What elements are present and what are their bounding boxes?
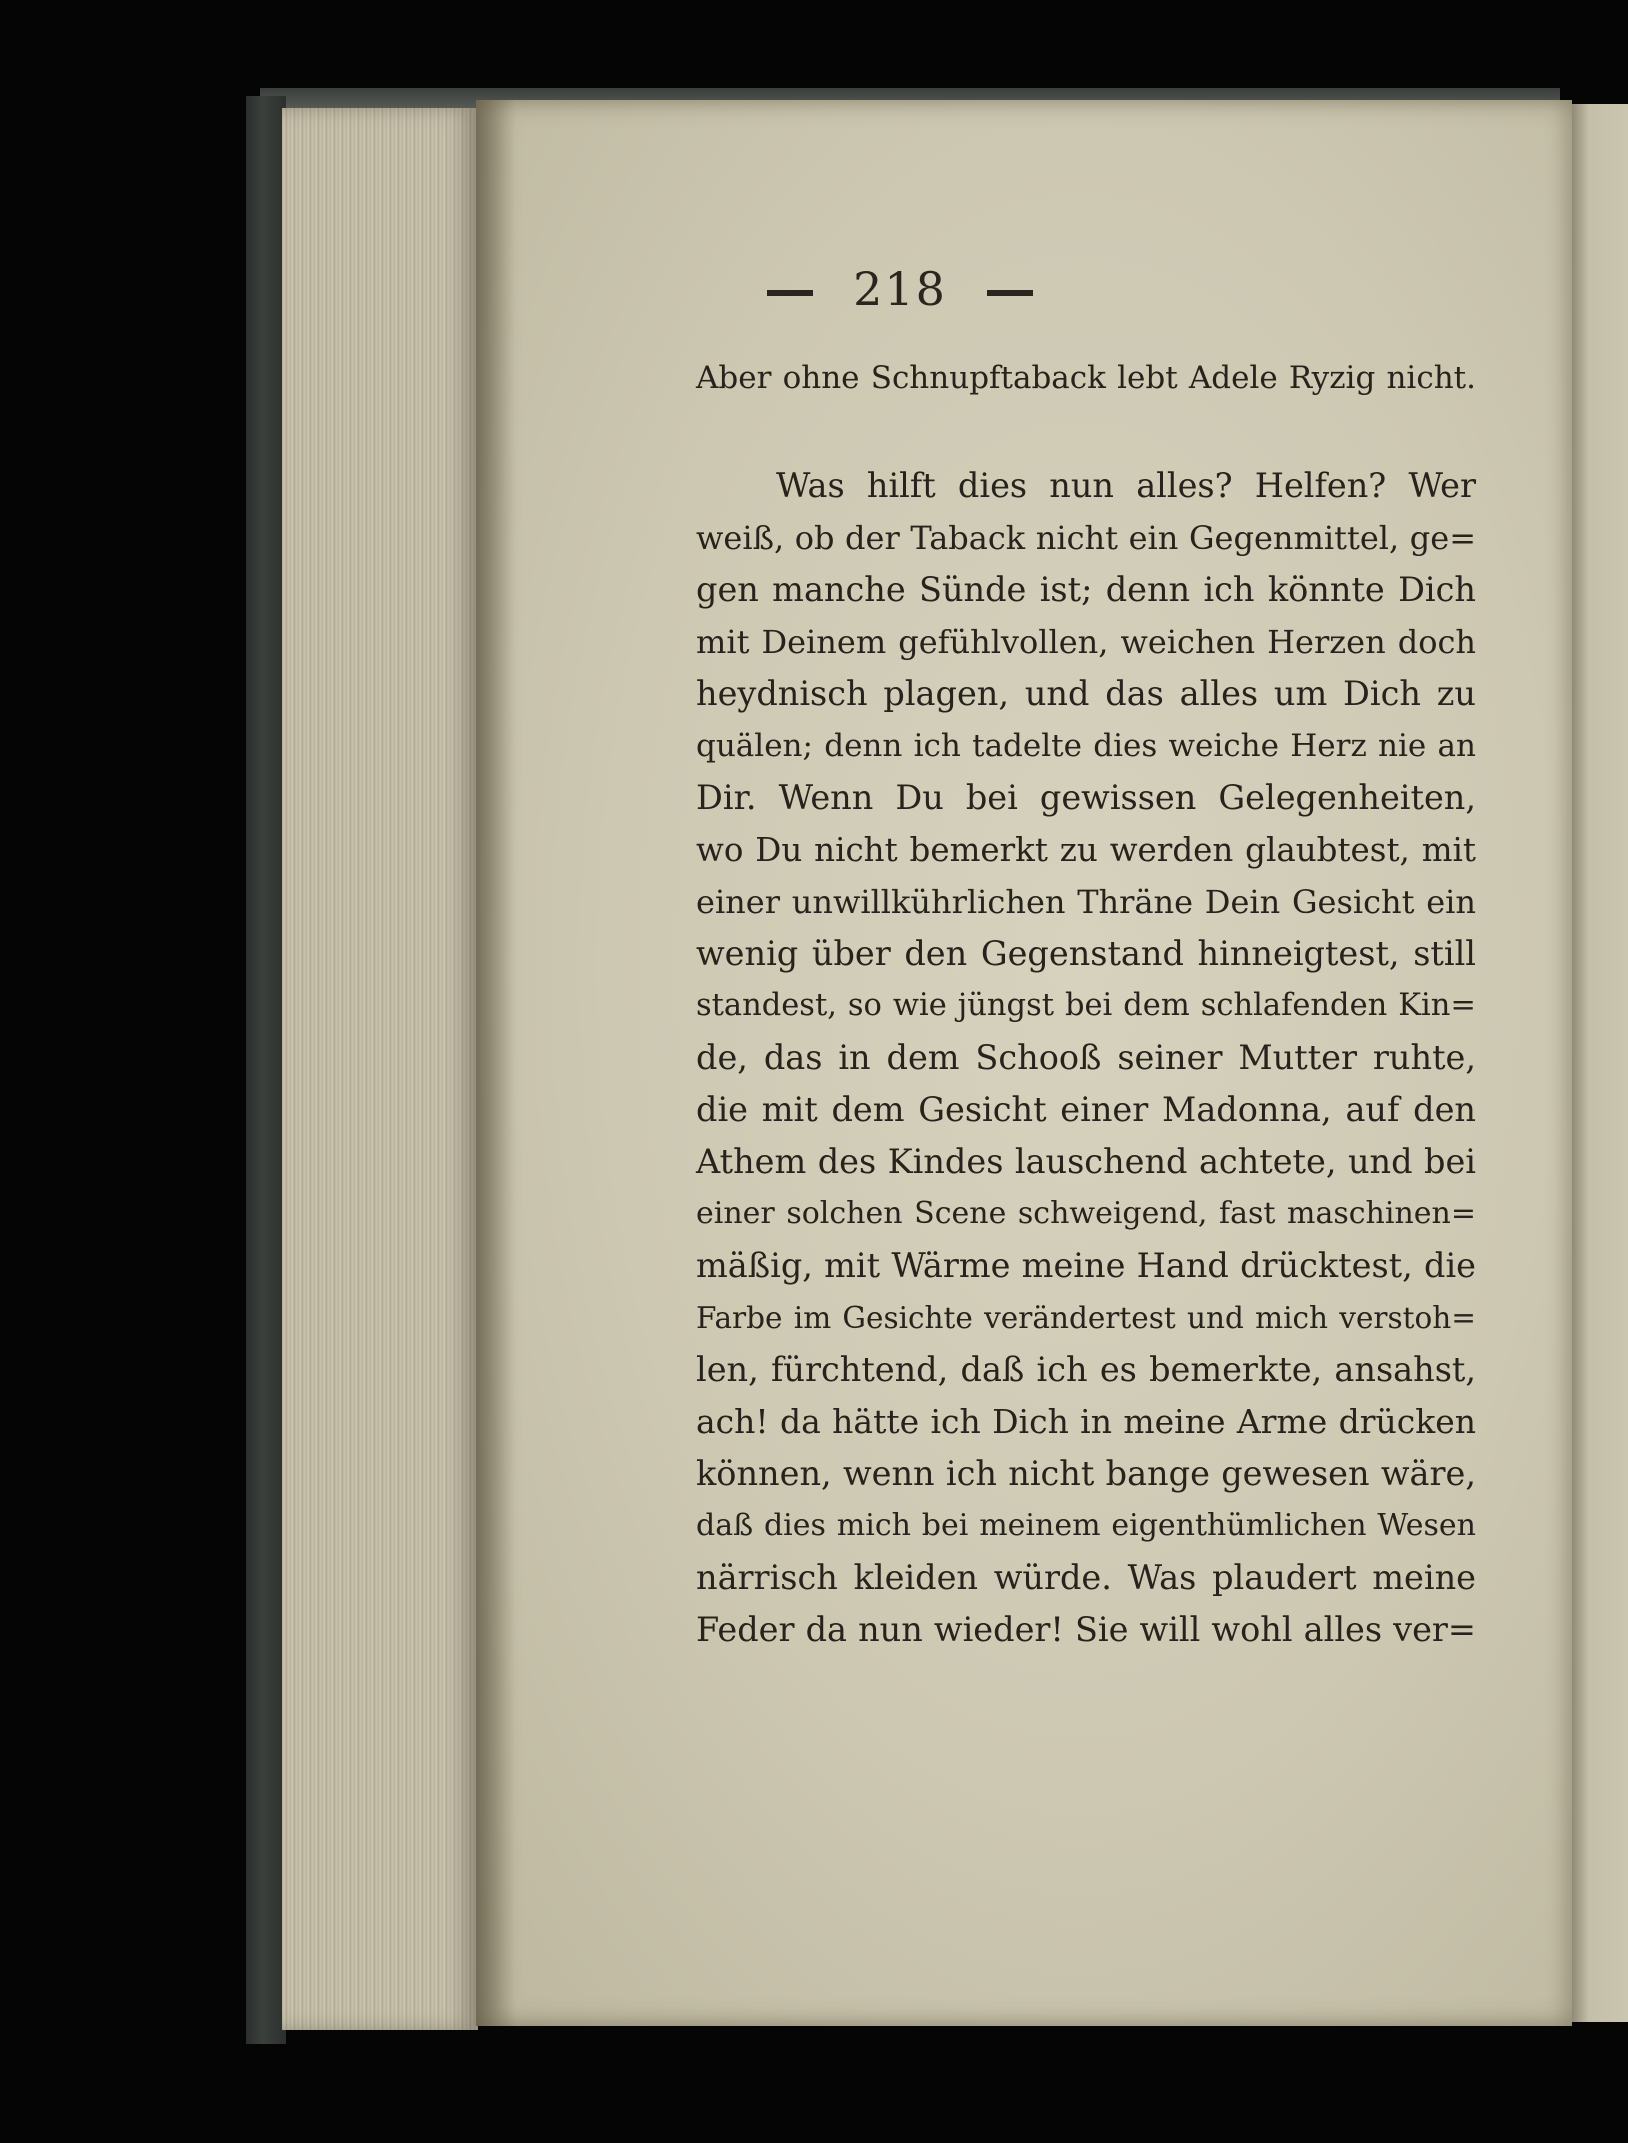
text-line: daß dies mich bei meinem eigenthümlichen Wesen [696,1508,1476,1543]
paragraph-gap [696,404,1476,460]
body-text [696,352,1476,1656]
text-line: einer unwillkührlichen Thräne Dein Gesicht ein [696,883,1476,921]
text-line: standest, so wie jüngst bei dem schlafenden Kin= [696,988,1476,1023]
text-line: die mit dem Gesicht einer Madonna, auf den [696,1090,1476,1129]
book-binding [246,96,286,2044]
text-line: Farbe im Gesichte verändertest und mich verstoh= [696,1301,1476,1335]
text-line: wenig über den Gegenstand hinneigtest, still [696,934,1476,973]
text-line: gen manche Sünde ist; denn ich könnte Dich [696,570,1476,609]
text-line: Feder da nun wieder! Sie will wohl alles ver= [696,1610,1476,1649]
page-number-dash-right [987,290,1033,296]
page-number-text: 218 [853,262,947,316]
text-line: weiß, ob der Taback nicht ein Gegenmittel, ge= [696,519,1476,557]
text-line: Was hilft dies nun alles? Helfen? Wer [776,466,1476,505]
text-line: mit Deinem gefühlvollen, weichen Herzen doch [696,623,1476,661]
text-line: quälen; denn ich tadelte dies weiche Herz nie an [696,728,1476,764]
paragraph-1 [696,352,1476,404]
stacked-page-edges [282,108,478,2030]
paragraph-2 [696,460,1476,1656]
text-line: mäßig, mit Wärme meine Hand drücktest, die [696,1246,1476,1285]
text-line: närrisch kleiden würde. Was plaudert meine [696,1558,1476,1597]
gutter-shadow [476,100,516,2026]
text-line: können, wenn ich nicht bange gewesen wäre, [696,1454,1476,1493]
next-page-edge [1572,104,1628,2022]
page-number-dash-left [767,290,813,296]
text-line: len, fürchtend, daß ich es bemerkte, ansahst, [696,1350,1476,1389]
text-line: Athem des Kindes lauschend achtete, und bei [696,1142,1476,1181]
text-line: einer solchen Scene schweigend, fast maschinen= [696,1196,1476,1231]
text-line: wo Du nicht bemerkt zu werden glaubtest, mit [696,831,1476,869]
text-line: heydnisch plagen, und das alles um Dich zu [696,674,1476,713]
page-number [700,262,1100,316]
text-line: de, das in dem Schooß seiner Mutter ruhte, [696,1038,1476,1077]
text-line: ach! da hätte ich Dich in meine Arme drücken [696,1402,1476,1441]
text-line: Aber ohne Schnupftaback lebt Adele Ryzig nicht. [696,360,1476,396]
text-line: Dir. Wenn Du bei gewissen Gelegenheiten, [696,778,1476,817]
